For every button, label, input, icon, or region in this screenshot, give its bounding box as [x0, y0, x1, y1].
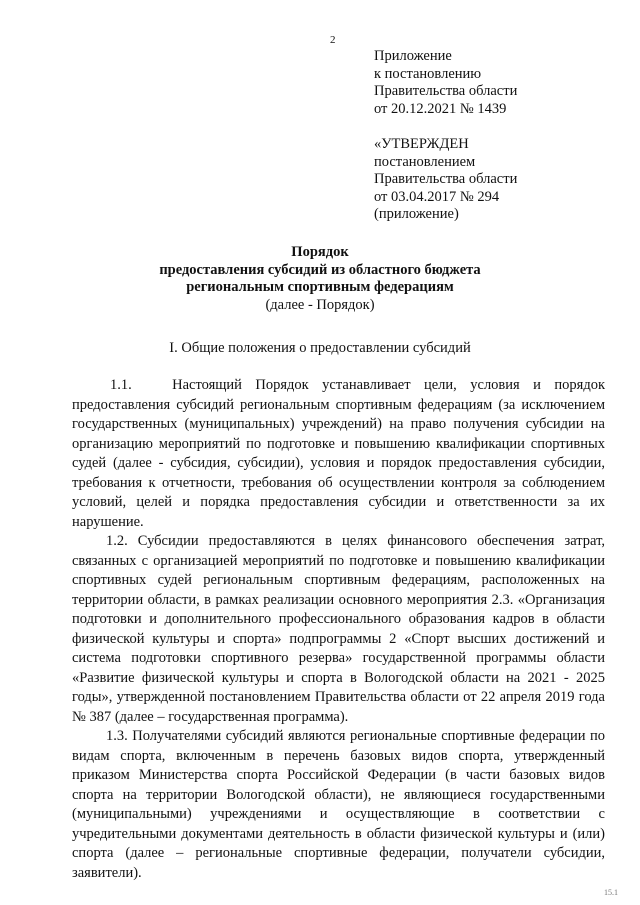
- approved-line: (приложение): [374, 206, 459, 222]
- approved-line: от 03.04.2017 № 294: [374, 188, 500, 205]
- approved-line: «УТВЕРЖДЕН: [374, 136, 469, 152]
- title-line: Порядок: [291, 244, 349, 260]
- title-line: региональным спортивным федерациям: [186, 279, 454, 295]
- corner-mark: 15.1: [604, 888, 618, 897]
- annex-line: от 20.12.2021 № 1439: [374, 100, 507, 117]
- approved-line: постановлением: [374, 153, 476, 170]
- body-text: [72, 376, 605, 883]
- title-line: предоставления субсидий из областного бюджета: [159, 261, 481, 278]
- paragraph-1-1: 1.1. Настоящий Порядок устанавливает цели, условия и порядок предоставления субсидий региональным спортивным федерациям (за исключением государственных (муниципальных) учреждений) на право получения субсидии на организацию мероприятий по подготовке и повышению квалификации спортивных судей (далее - субсидия, субсидии), условия и порядок предоставления субсидии, требования к отчетности, требования об осуществлении контроля за соблюдением условий, целей и порядка предоставления субсидии и ответственности за их нарушение.: [72, 377, 605, 530]
- annex-line: к постановлению: [374, 65, 482, 82]
- approved-line: Правительства области: [374, 171, 518, 187]
- annex-line: Правительства области: [374, 83, 518, 99]
- approved-block: [374, 136, 517, 224]
- annex-block: [374, 48, 517, 118]
- title-subline: (далее - Порядок): [265, 296, 375, 313]
- annex-line: Приложение: [374, 48, 452, 64]
- paragraph-1-2: 1.2. Субсидии предоставляются в целях финансового обеспечения затрат, связанных с организацией мероприятий по подготовке и повышению квалификации спортивных судей региональным спортивным федерациям, расположенных на территории области, в рамках реализации основного мероприятия 2.3. «Организация подготовки и дополнительного профессионального образования кадров в области физической культуры и спорта» подпрограммы 2 «Спорт высших достижений и система подготовки спортивного резерва» государственной программы области «Развитие физической культуры и спорта в Вологодской области на 2021 - 2025 годы», утвержденной постановлением Правительства области от 22 апреля 2019 года № 387 (далее – государственная программа).: [72, 533, 605, 725]
- document-title: [0, 244, 640, 314]
- paragraph-1-3: 1.3. Получателями субсидий являются региональные спортивные федерации по видам спорта, включенным в перечень базовых видов спорта, утвержденный приказом Министерства спорта Российской Федерации (в части базовых видов спорта на территории Вологодской области), не являющиеся государственными (муниципальными) учреждениями и осуществляющие в соответствии с учредительными документами деятельность в области физической культуры и (или) спорта (далее – региональные спортивные федерации, получатели субсидии, заявители).: [72, 728, 605, 881]
- page-number: 2: [330, 34, 336, 46]
- section-heading: I. Общие положения о предоставлении субсидий: [169, 340, 471, 356]
